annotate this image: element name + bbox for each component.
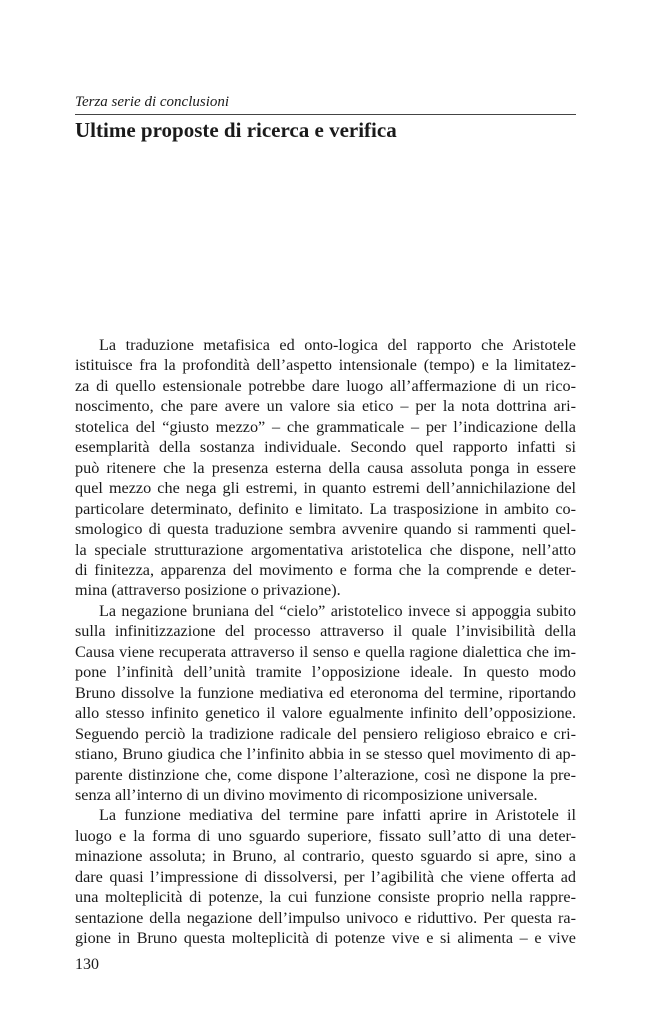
- text-line: di finitezza, apparenza del movimento e forma che la comprende e deter-: [75, 560, 576, 579]
- text-line: particolare determinato, definito e limitato. La trasposizione in ambito co-: [75, 499, 576, 518]
- chapter-title: Ultime proposte di ricerca e verifica: [75, 118, 397, 142]
- text-line: minazione assoluta; in Bruno, al contrario, questo sguardo si apre, sino a: [75, 847, 576, 866]
- section-header: [75, 92, 576, 143]
- text-line: Bruno dissolve la funzione mediativa ed eteronoma del termine, riportando: [75, 683, 576, 702]
- paragraph: [75, 805, 576, 948]
- paragraph: [75, 601, 576, 806]
- text-line: Seguendo perciò la tradizione radicale del pensiero religioso ebraico e cri-: [75, 724, 576, 743]
- text-line: una molteplicità di potenze, la cui funzione consiste proprio nella rappre-: [75, 888, 576, 907]
- text-line: esemplarità della sostanza individuale. Secondo quel rapporto infatti si: [75, 438, 576, 457]
- text-line: sentazione della negazione dell’impulso univoco e riduttivo. Per questa ra-: [75, 908, 576, 927]
- text-line: può ritenere che la presenza esterna della causa assoluta ponga in essere: [75, 458, 576, 477]
- text-line: dare quasi l’impressione di dissolversi, per l’agibilità che viene offerta ad: [75, 867, 576, 886]
- text-line: istituisce fra la profondità dell’aspetto intensionale (tempo) e la limitatez-: [75, 356, 576, 375]
- text-line: mina (attraverso posizione o privazione).: [75, 581, 341, 600]
- text-line: smologico di questa traduzione sembra avvenire quando si rammenti quel-: [75, 520, 576, 539]
- text-line: stiano, Bruno giudica che l’infinito abbia in se stesso quel movimento di ap-: [75, 745, 576, 764]
- header-divider: [75, 114, 576, 115]
- text-line: La negazione bruniana del “cielo” aristotelico invece si appoggia subito: [99, 601, 576, 620]
- running-section-label: Terza serie di conclusioni: [75, 94, 230, 110]
- text-line: parente distinzione che, come dispone l’alterazione, così ne dispone la pre-: [75, 765, 576, 784]
- text-line: quel mezzo che nega gli estremi, in quanto estremi dell’annichilazione del: [75, 479, 576, 498]
- text-line: senza all’interno di un divino movimento di ricomposizione universale.: [75, 785, 538, 804]
- text-line: allo stesso infinito genetico il valore egualmente infinito dell’opposizione.: [75, 704, 576, 723]
- text-line: za di quello estensionale potrebbe dare luogo all’affermazione di un rico-: [75, 376, 576, 395]
- text-line: Causa viene recuperata attraverso il senso e quella ragione dialettica che im-: [75, 642, 576, 661]
- page-number: 130: [75, 956, 99, 973]
- text-line: luogo e la forma di uno sguardo superiore, fissato sull’atto di una deter-: [75, 826, 576, 845]
- text-line: gione in Bruno questa molteplicità di potenze vive e si alimenta – e vive: [75, 929, 576, 948]
- text-line: pone l’infinità dell’unità tramite l’opposizione ideale. In questo modo: [75, 663, 576, 682]
- paragraph: [75, 335, 576, 601]
- body-text: [75, 335, 576, 949]
- text-line: sulla infinitizzazione del processo attraverso il quale l’invisibilità della: [75, 622, 576, 641]
- text-line: La traduzione metafisica ed onto-logica del rapporto che Aristotele: [99, 336, 576, 354]
- text-line: la speciale strutturazione argomentativa aristotelica che dispone, nell’atto: [75, 540, 576, 559]
- text-line: La funzione mediativa del termine pare infatti aprire in Aristotele il: [99, 806, 576, 825]
- text-line: noscimento, che pare avere un valore sia etico – per la nota dottrina ari-: [75, 397, 576, 416]
- text-line: stotelica del “giusto mezzo” – che grammaticale – per l’indicazione della: [75, 417, 576, 436]
